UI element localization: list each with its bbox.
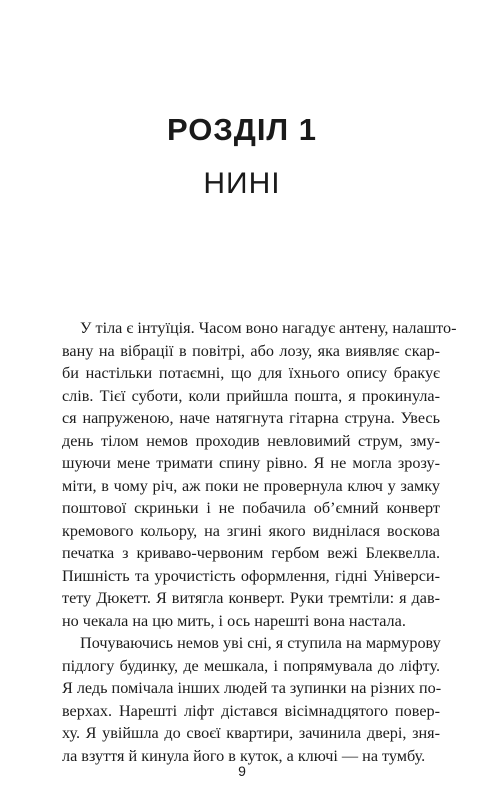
text-line: У тіла є інтуїція. Часом воно нагадує антену, налашто- — [80, 319, 457, 337]
text-line: підлогу будинку, де мешкала, і попрямувала до ліфту. — [62, 656, 440, 675]
text-line: слів. Тієї суботи, коли прийшла пошта, я прокинула- — [62, 386, 440, 405]
body-text — [62, 317, 457, 767]
text-line: шуючи мене тримати спину рівно. Я не могла зрозу- — [62, 454, 440, 472]
text-line: ху. Я увійшла до своєї квартири, зачинила двері, зня- — [62, 724, 440, 742]
chapter-title: НИНІ — [203, 167, 281, 200]
text-line: верхах. Нарешті ліфт дістався вісімнадцятого повер- — [62, 701, 440, 720]
text-line: би настільки потаємні, що для їхнього опису бракує — [62, 364, 440, 382]
text-line: Я ледь помічала інших людей та зупинки на різних по- — [62, 679, 442, 697]
text-line: Пишність та урочистість оформлення, гідні Універси- — [62, 566, 440, 585]
chapter-number: РОЗДІЛ 1 — [166, 112, 318, 147]
text-line: ся напруженою, наче натягнута гітарна струна. Увесь — [62, 409, 440, 427]
text-line: вану на вібрації в повітрі, або лозу, яка виявляє скар- — [62, 341, 440, 360]
text-line: день тілом немов проходив невловимий струм, зму- — [62, 431, 440, 450]
paragraph-1 — [62, 317, 457, 632]
text-line: Почуваючись немов уві сні, я ступила на мармурову — [80, 634, 441, 652]
text-line: міти, в чому річ, аж поки не провернула ключ у замку — [62, 476, 440, 495]
text-line: поштової скриньки і не побачила об’ємний конверт — [62, 499, 440, 517]
paragraph-2 — [62, 632, 440, 767]
text-line: кремового кольору, на згині якого виднілася воскова — [62, 521, 440, 540]
text-line: но чекала на цю мить, і ось нарешті вона настала. — [62, 611, 406, 630]
text-line: печатка з криваво-червоним гербом вежі Блеквелла. — [62, 544, 440, 562]
text-line: тету Дюкетт. Я витягла конверт. Руки тремтіли: я дав- — [62, 589, 440, 607]
text-line: ла взуття й кинула його в куток, а ключі — на тумбу. — [62, 746, 426, 765]
page-number: 9 — [238, 763, 246, 779]
